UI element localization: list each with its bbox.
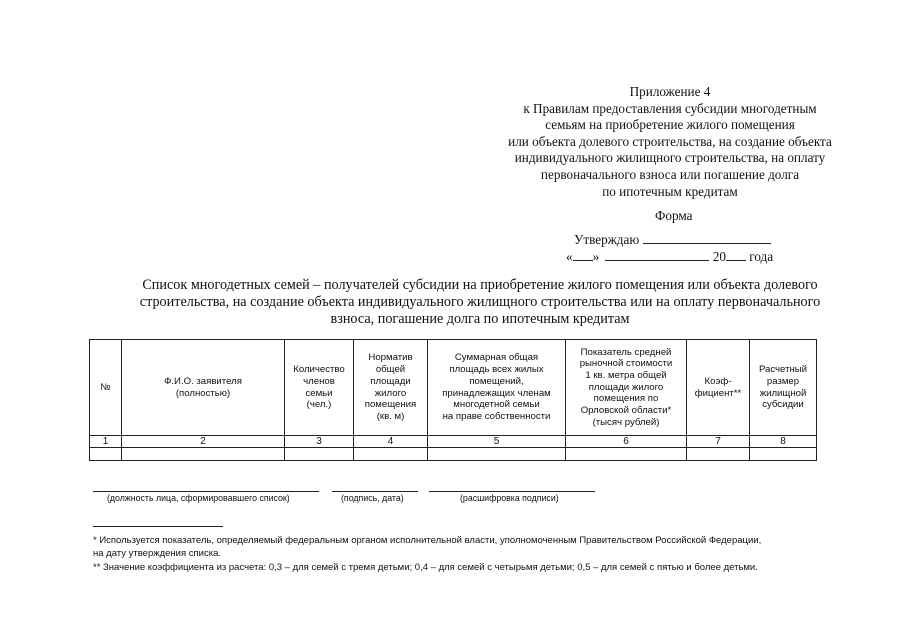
header-market-price: Показатель средней рыночной стоимости 1 кв. метра общей площади жилого помещения по Орловской области* (тысяч рублей) bbox=[566, 340, 687, 436]
header-coefficient: Коэф- фициент** bbox=[687, 340, 750, 436]
column-number: 2 bbox=[122, 436, 285, 448]
table-row bbox=[90, 448, 817, 461]
year-prefix: 20 bbox=[712, 249, 726, 264]
column-number: 7 bbox=[687, 436, 750, 448]
table-cell[interactable] bbox=[122, 448, 285, 461]
footnote-1-cont: на дату утверждения списка. bbox=[93, 548, 221, 559]
table-cell[interactable] bbox=[687, 448, 750, 461]
table-cell[interactable] bbox=[285, 448, 354, 461]
header-total-area: Суммарная общая площадь всех жилых помещений, принадлежащих членам многодетной семьи на праве собственности bbox=[428, 340, 566, 436]
title-line: строительства, на создание объекта индивидуального жилищного строительства или на оплату первоначального bbox=[139, 294, 821, 311]
year-suffix: года bbox=[749, 249, 774, 264]
decoding-caption: (расшифровка подписи) bbox=[460, 493, 559, 503]
appendix-line: семьям на приобретение жилого помещения bbox=[545, 117, 795, 133]
header-number: № bbox=[90, 340, 122, 436]
header-area-norm: Норматив общей площади жилого помещения (кв. м) bbox=[354, 340, 428, 436]
table-cell[interactable] bbox=[90, 448, 122, 461]
column-number: 3 bbox=[285, 436, 354, 448]
title-line: взноса, погашение долга по ипотечным кредитам bbox=[330, 311, 630, 328]
header-subsidy-amount: Расчетный размер жилищной субсидии bbox=[750, 340, 817, 436]
day-blank bbox=[573, 248, 593, 261]
footnote-divider bbox=[93, 526, 223, 527]
appendix-header bbox=[470, 84, 870, 200]
position-signature-line bbox=[93, 491, 319, 492]
column-number: 8 bbox=[750, 436, 817, 448]
month-blank bbox=[605, 248, 709, 261]
column-number: 4 bbox=[354, 436, 428, 448]
table-cell[interactable] bbox=[354, 448, 428, 461]
appendix-title: Приложение 4 bbox=[629, 84, 711, 99]
header-applicant-name: Ф.И.О. заявителя (полностью) bbox=[122, 340, 285, 436]
decoding-signature-line bbox=[429, 491, 595, 492]
approval-blank bbox=[643, 231, 771, 244]
approval-label: Утверждаю bbox=[574, 232, 640, 247]
title-line: Список многодетных семей – получателей субсидии на приобретение жилого помещения или объекта долевого bbox=[142, 277, 818, 293]
signature-caption: (подпись, дата) bbox=[341, 493, 404, 503]
column-numbers-row bbox=[90, 436, 817, 448]
approval-line bbox=[574, 231, 771, 248]
document-title bbox=[100, 277, 860, 329]
header-family-size: Количество членов семьи (чел.) bbox=[285, 340, 354, 436]
appendix-line: или объекта долевого строительства, на создание объекта bbox=[508, 133, 832, 149]
footnote-1: * Используется показатель, определяемый федеральным органом исполнительной власти, уполномоченным Правительством Российской Федерации, bbox=[93, 535, 762, 546]
table-cell[interactable] bbox=[566, 448, 687, 461]
column-number: 1 bbox=[90, 436, 122, 448]
year-blank bbox=[726, 248, 746, 261]
appendix-line: по ипотечным кредитам bbox=[602, 183, 738, 199]
column-number: 5 bbox=[428, 436, 566, 448]
table-cell[interactable] bbox=[750, 448, 817, 461]
table-cell[interactable] bbox=[428, 448, 566, 461]
table-header-row bbox=[90, 340, 817, 436]
appendix-line: первоначального взноса или погашение долга bbox=[540, 166, 800, 182]
appendix-line: индивидуального жилищного строительства, на оплату bbox=[514, 150, 826, 166]
quote-close: » bbox=[592, 249, 600, 264]
signature-line bbox=[332, 491, 418, 492]
footnote-2: ** Значение коэффициента из расчета: 0,3 – для семей с тремя детьми; 0,4 – для семей с четырьмя детьми; 0,5 – для семей с пятью и более детьми. bbox=[93, 562, 758, 573]
position-caption: (должность лица, сформировавшего список) bbox=[107, 493, 290, 503]
appendix-line: к Правилам предоставления субсидии многодетным bbox=[523, 100, 817, 116]
form-label: Форма bbox=[655, 208, 693, 223]
column-number: 6 bbox=[566, 436, 687, 448]
approval-date bbox=[566, 248, 773, 265]
quote-open: « bbox=[566, 249, 573, 264]
families-table bbox=[89, 339, 817, 461]
